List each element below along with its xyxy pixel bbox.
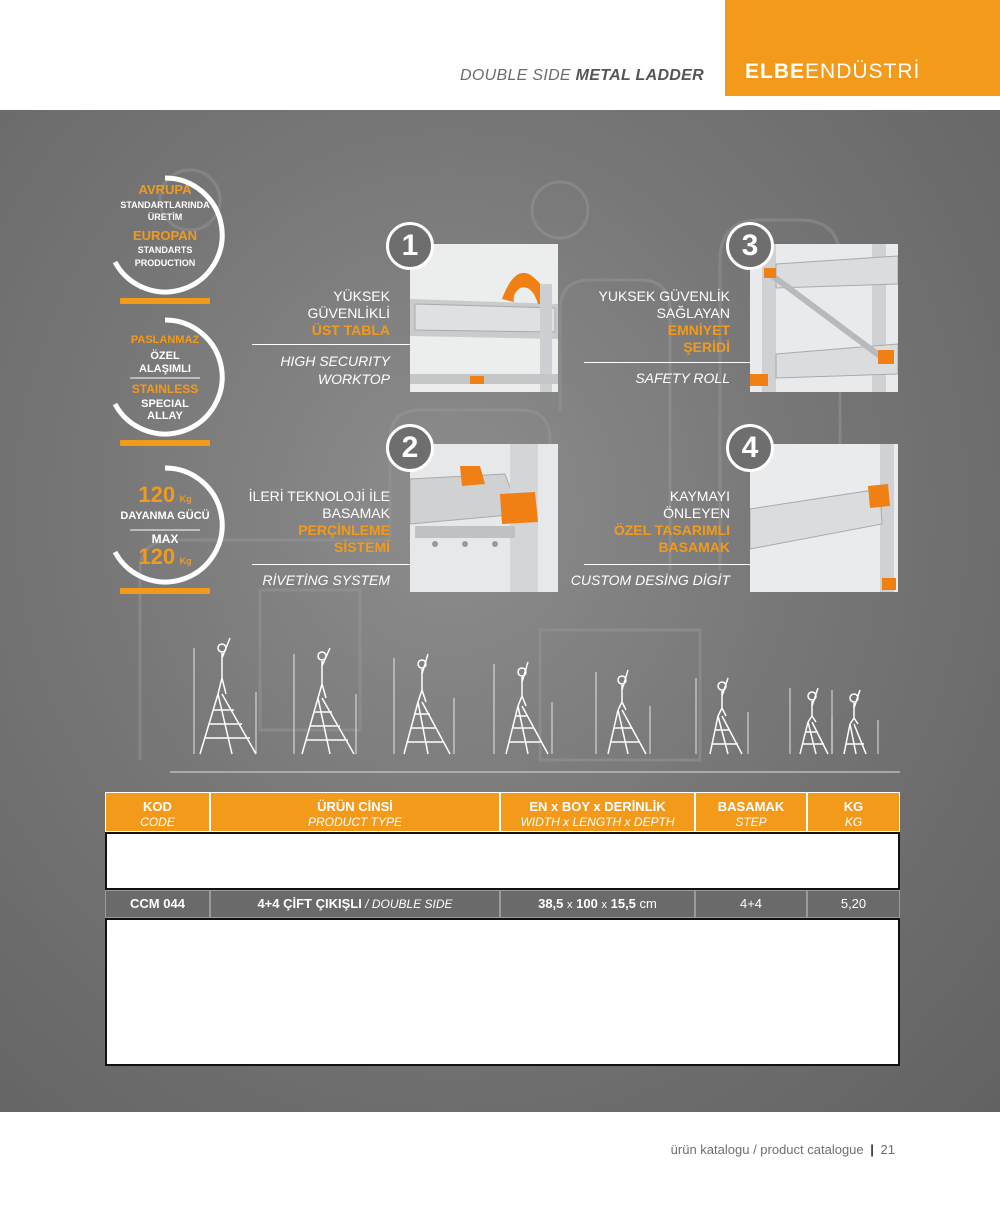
table-row xyxy=(105,890,900,918)
header-en: WIDTH x LENGTH x DEPTH xyxy=(520,815,675,829)
feature-text-bold: ÖZEL TASARIMLI xyxy=(613,522,730,538)
feature-2-rule xyxy=(252,564,410,565)
cell-code: CCM 044 xyxy=(105,890,210,918)
feature-text-bold: SİSTEMİ xyxy=(333,539,390,555)
brand-logo-light: ENDÜSTRİ xyxy=(805,60,921,83)
feature-text-bold: PERÇİNLEME xyxy=(298,522,390,538)
col-header-step xyxy=(695,792,807,832)
feature-text-line: İLERİ TEKNOLOJİ İLE xyxy=(248,488,390,504)
badge-bar xyxy=(120,440,210,446)
badge-text: STANDARTS xyxy=(137,245,193,255)
header-tr: ÜRÜN CİNSİ xyxy=(317,799,393,814)
feature-2-number: 2 xyxy=(386,424,434,472)
product-table xyxy=(105,792,900,1066)
table-header-row xyxy=(105,792,900,832)
col-header-product xyxy=(210,792,500,832)
feature-2-text xyxy=(190,488,390,556)
dim-width: 38,5 xyxy=(538,896,564,911)
badge-text: ALLAY xyxy=(147,410,183,422)
max-unit: Kg xyxy=(179,556,192,566)
header-en: CODE xyxy=(140,815,175,829)
badge-text: SPECIAL xyxy=(141,398,189,410)
feature-text-line: SAĞLAYAN xyxy=(656,305,730,321)
safety-roll-photo-icon xyxy=(750,244,898,392)
feature-text-line: YUKSEK GÜVENLİK xyxy=(598,288,730,304)
feature-text-bold: BASAMAK xyxy=(658,539,730,555)
feature-text-line: GÜVENLİKLİ xyxy=(307,305,390,321)
image-box-top xyxy=(105,832,900,890)
feature-text-line: ÖNLEYEN xyxy=(663,505,730,521)
dim-depth: 15,5 xyxy=(610,896,636,911)
feature-text-bold: ÜST TABLA xyxy=(311,322,390,338)
badge-text: EUROPAN xyxy=(132,228,198,243)
feature-text-line: YÜKSEK xyxy=(333,288,390,304)
product-type-en: / DOUBLE SIDE xyxy=(361,897,453,911)
col-header-dimensions xyxy=(500,792,695,832)
ladder-figure-1 xyxy=(194,638,256,754)
badge-text: ÖZEL xyxy=(150,350,180,362)
brand-logo-bold: ELBE xyxy=(745,60,806,83)
badge-text: PRODUCTION xyxy=(134,258,196,268)
header-tr: EN x BOY x DERİNLİK xyxy=(529,799,666,814)
image-box-bottom xyxy=(105,918,900,1066)
feature-4-text xyxy=(530,488,730,556)
feature-1-en xyxy=(190,352,390,388)
feature-4-rule xyxy=(584,564,750,565)
cell-dimensions xyxy=(500,890,695,918)
header-tr: BASAMAK xyxy=(717,799,785,814)
page-number: 21 xyxy=(880,1142,895,1157)
badge-european-standards xyxy=(105,170,225,300)
product-type-tr: 4+4 ÇİFT ÇIKIŞLI xyxy=(257,896,362,911)
max-number: 120 xyxy=(138,544,176,569)
header-tr: KOD xyxy=(143,799,172,814)
header-en: STEP xyxy=(735,815,767,829)
brand-logo xyxy=(745,60,920,84)
ladder-size-illustrations xyxy=(170,628,900,776)
dim-x: x xyxy=(567,899,573,911)
page-title xyxy=(460,67,704,85)
badge-text: STAINLESS xyxy=(131,382,199,396)
title-light: DOUBLE SIDE xyxy=(460,67,576,84)
title-bold: METAL LADDER xyxy=(575,67,704,84)
badge-text: ÜRETİM xyxy=(147,212,183,222)
feature-1-text xyxy=(190,288,390,339)
load-unit: Kg xyxy=(179,494,192,504)
feature-3-en: SAFETY ROLL xyxy=(635,370,730,386)
feature-4-photo xyxy=(750,444,898,592)
badge-text: AVRUPA xyxy=(138,182,192,197)
feature-3-number: 3 xyxy=(726,222,774,270)
feature-en-text: HIGH SECURITY WORKTOP xyxy=(280,353,390,387)
load-number: 120 xyxy=(138,482,176,507)
dim-length: 100 xyxy=(576,896,598,911)
feature-text-bold: ŞERİDİ xyxy=(683,339,730,355)
badge-text: MAX xyxy=(151,532,179,546)
feature-text-line: KAYMAYI xyxy=(669,488,730,504)
header-en: PRODUCT TYPE xyxy=(307,815,402,829)
feature-2-en: RİVETİNG SYSTEM xyxy=(262,572,390,588)
custom-step-photo-icon xyxy=(750,444,898,592)
badge-text: DAYANMA GÜCÜ xyxy=(120,510,210,522)
feature-text-line: BASAMAK xyxy=(322,505,390,521)
badge-text: STANDARTLARINDA xyxy=(120,200,210,210)
dim-x: x xyxy=(601,899,607,911)
feature-1-number: 1 xyxy=(386,222,434,270)
badge-text: ALAŞIMLI xyxy=(139,363,191,375)
feature-4-en: CUSTOM DESİNG DİGİT xyxy=(570,572,730,588)
cell-step: 4+4 xyxy=(695,890,807,918)
footer xyxy=(671,1142,895,1157)
header-en: KG xyxy=(844,815,863,829)
feature-3-photo xyxy=(750,244,898,392)
feature-4-number: 4 xyxy=(726,424,774,472)
col-header-kg xyxy=(807,792,900,832)
dim-unit: cm xyxy=(639,896,657,911)
header-tr: KG xyxy=(843,799,864,814)
feature-1-rule xyxy=(252,344,410,345)
cell-product xyxy=(210,890,500,918)
feature-3-rule xyxy=(584,362,750,363)
footer-text: ürün katalogu / product catalogue xyxy=(670,1142,864,1157)
col-header-code xyxy=(105,792,210,832)
footer-separator: | xyxy=(870,1142,874,1157)
feature-3-text xyxy=(530,288,730,356)
badge-text: PASLANMAZ xyxy=(130,334,200,346)
feature-text-bold: EMNİYET xyxy=(667,322,730,338)
cell-kg: 5,20 xyxy=(807,890,900,918)
badge-bar xyxy=(120,588,210,594)
